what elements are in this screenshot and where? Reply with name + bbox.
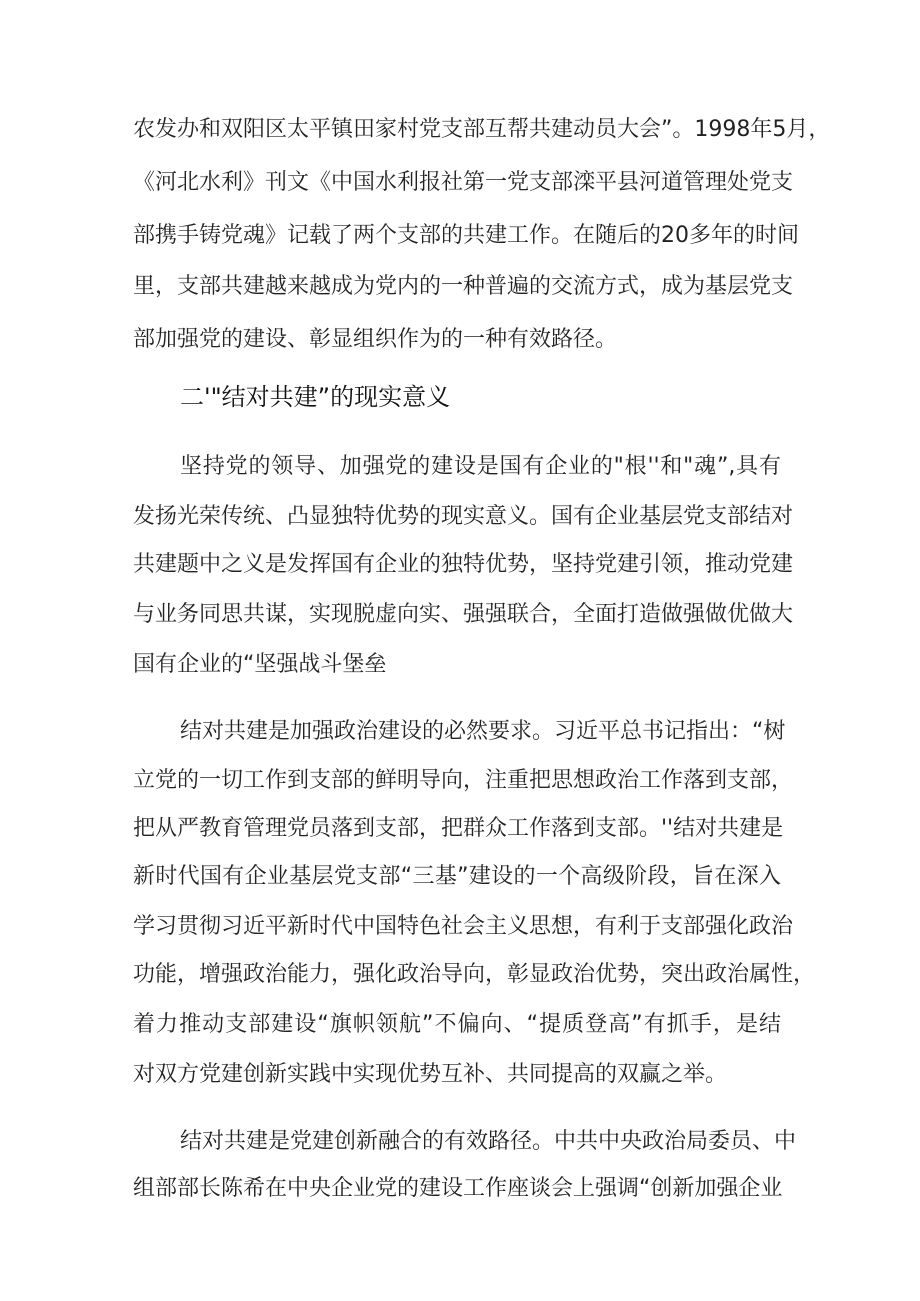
p3-line-1: 结对共建是党建创新融合的有效路径。中共中央政治局委员、中 [180,1129,797,1154]
p1-line-1: 坚持党的领导、加强党的建设是国有企业的"根''和"魂”,具有 [180,454,781,479]
p1-line-4: 与业务同思共谋，实现脱虚向实、强强联合，全面打造做强做优做大 [133,602,794,627]
p2-line-6: 功能，增强政治能力，强化政治导向，彰显政治优势，突出政治属性， [133,962,816,987]
p2-line-2: 立党的一切工作到支部的鲜明导向，注重把思想政治工作落到支部， [133,768,794,793]
p2-line-5: 学习贯彻习近平新时代中国特色社会主义思想，有利于支部强化政治 [133,914,794,939]
p1-line-3: 共建题中之义是发挥国有企业的独特优势，坚持党建引领，推动党建 [133,552,794,577]
intro-line-3: 部携手铸党魂》记载了两个支部的共建工作。在随后的20多年的时间 [133,223,799,248]
section-heading: 二'"结对共建”的现实意义 [180,383,451,411]
p2-line-8: 对双方党建创新实践中实现优势互补、共同提高的双赢之举。 [133,1062,728,1087]
p3-line-2: 组部部长陈希在中央企业党的建设工作座谈会上强调“创新加强企业 [133,1176,783,1201]
p2-line-7: 着力推动支部建设“旗帜领航”不偏向、“提质登高”有抓手，是结 [133,1012,781,1037]
intro-line-2: 《河北水利》刊文《中国水利报社第一党支部滦平县河道管理处党支 [133,170,794,195]
p2-line-4: 新时代国有企业基层党支部“三基”建设的一个高级阶段，旨在深入 [133,864,781,889]
p2-line-3: 把从严教育管理党员落到支部，把群众工作落到支部。''结对共建是 [133,816,784,841]
p1-line-5: 国有企业的“坚强战斗堡垒 [133,652,387,677]
p2-line-1: 结对共建是加强政治建设的必然要求。习近平总书记指出：“树 [180,719,786,744]
p1-line-2: 发扬光荣传统、凸显独特优势的现实意义。国有企业基层党支部结对 [133,504,794,529]
intro-line-4: 里，支部共建越来越成为党内的一种普遍的交流方式，成为基层党支 [133,274,794,299]
intro-line-1: 农发办和双阳区太平镇田家村党支部互帮共建动员大会”。1998年5月， [133,117,831,142]
intro-line-5: 部加强党的建设、彰显组织作为的一种有效路径。 [133,327,618,352]
